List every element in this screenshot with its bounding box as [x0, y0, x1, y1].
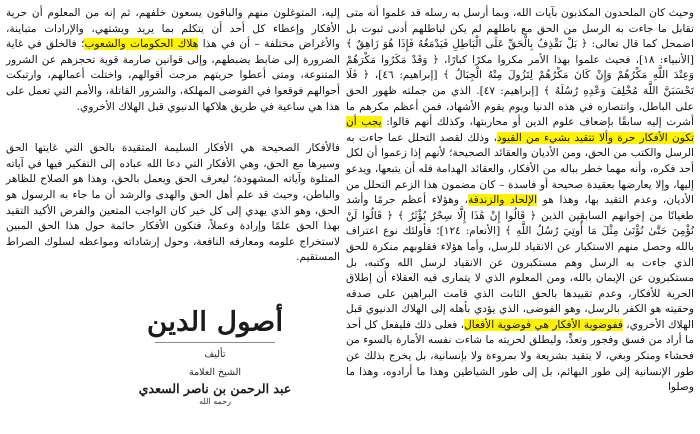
left-paragraph-2: فالأفكار الصحيحة هي الأفكار السليمة المتقيدة بالحق التي غايتها الحق وسيرها مع الحق، وهي الأفكار التي دعا الله عباده إلى التفكير فيها في آياته المتلوة وآياته المشهودة؛ ليعرف الحق ويعمل بالحق، وهذا هو الصلاح للظاهر والباطن، وحيث قد علم أهل الحق والهدى والرشد أن ما جاء به الرسول هو الحق، وهو الذي يهدي إلى كل خير كان الواجب المتعين والفرض الأكيد التقيد بهذا الحق علمًا وإرادة وعملاً، فتكون الأفكار حائمة حول هذا الحق المبين لاستخراج علومه ومعارفه النافعة، وحول إرشاداته ومواعظه لسلوك الصراط المستقيم.: [6, 142, 340, 264]
book-author: عبد الرحمن بن ناصر السعدي: [138, 381, 292, 396]
author-note: رحمه الله: [199, 397, 231, 406]
title-divider: [155, 342, 275, 343]
book-title-block: [90, 305, 340, 425]
highlight-governments: هلاك الحكومات والشعوب: [84, 38, 199, 51]
right-text-part-a: وحيث كان الملحدون المكذبون بآيات الله، وبما أرسل به رسله قد علموا أنه متى تقابل ما جاءت به الرسل من الحق مع باطلهم لم يكن لباطلهم أدنى ثبوت بل اضمحل كما قال تعالى: ﴿ بَلْ نَقْذِفُ بِالْحَقِّ عَلَى الْبَاطِلِ فَيَدْمَغُهُ فَإِذَا هُوَ زَاهِقٌ ﴾ [الأنبياء: ١٨]، فحيث علموا بهذا الأمر مكروا مكرًا كبارًا، ﴿ وَقَدْ مَكَرُوا مَكْرَهُمْ وَعِنْدَ اللَّهِ مَكْرُهُمْ وَإِنْ كَانَ مَكْرُهُمْ لِتَزُولَ مِنْهُ الْجِبَالُ ﴾ [إبراهيم: ٤٦]، ﴿ فَلَا تَحْسَبَنَّ اللَّهَ مُخْلِفَ وَعْدِهِ رُسُلَهُ ﴾ [إبراهيم: ٤٧]. الذي من جملته ظهور الحق على الباطل، وانتصاره في هذه الدنيا ويوم يقوم الأشهاد، فمن أعظم مكرهم ما أشرت إليه سابقًا بإضعاف علوم الدين أو محاربتها، وكذلك أنهم قالوا:: [346, 7, 695, 129]
right-text-part-d: ، فعلى ذلك فليفعل كل أحد ما أراد من فسق وفجور وتعدٍّ، وليطلق لحريته ما شاءت نفسه الأمارة بالسوء من فحشاء ومنكر وبغي، لا يتقيد بشريعة ولا بمروءة ولا بإنسانية، بل يخرج بذلك عن طور الإنسانية إلى طور البهائم، بل إلى طور الشياطين وهذا ما أرادوه، وهذا ما وصلوا: [346, 318, 694, 394]
highlight-atheism: الإلحاد والزندقة: [468, 194, 538, 207]
right-text-part-c: ، وهؤلاء أعظم جرمًا وأشد طغيانًا من إخوانهم السابقين الذين ﴿ قَالُوا إِنْ هَٰذَا إِلَّا سِحْرٌ يُؤْثَرُ ﴾ ﴿ قَالُوا لَنْ نُؤْمِنَ حَتَّىٰ نُؤْتَىٰ مِثْلَ مَا أُوتِيَ رُسُلُ اللَّهِ ﴾ [الأنعام: ١٢٤]؛ فأولئك نوع اعتراف بالله وحصل منهم الاستكبار عن الانقياد للرسل، وأما هؤلاء فقلوبهم منكرة للحق الذي جاءت به الرسل وهم مستكبرون عن الانقياد لرسل الله وكتبه، بل مستكبرون عن الإيمان بالله، ومن المعلوم الذي لا يتمارى فيه العقلاء أن إطلاق الحرية للأفكار، وعدم تقييدها بالحق الثابت الذي قامت البراهين على صدقه وحقيته هو الكفر بالرسل، وهو الفوضى، الذي يؤدي بأهله إلى الهلاك الدنيوي قبل الهلاك الأخروي،: [346, 194, 694, 331]
left-paragraph-1: [6, 6, 340, 115]
highlight-free-thoughts: يجب أن تكون الأفكار حرة وألا تتقيد بشيء من القيود: [346, 116, 694, 144]
highlight-anarchy: ففوضوية الأفكار هي فوضوية الأفعال: [464, 318, 623, 331]
left-text-column: [6, 6, 340, 266]
left-text-part-b: ؛ فالخلق في غاية الضرورة إلى ضابط يضبطهم، وإلى قوانين صارمة قوية تحجزهم عن الشرور المتنوعة، ومتى أعطوا حريتهم مرجت أقوالهم، واختلت أعمالهم، وارتبكت أحوالهم فوقعوا في الفوضى المهلكة، والشرور القاتلة، والأمم التي تعمل على هذا هي ساعية في طريق هلاكها الدنيوي قبل الهلاك الأخروي.: [6, 38, 340, 113]
right-paragraph: [346, 6, 694, 396]
title-subtitle-2: الشيخ العلامة: [189, 367, 241, 378]
right-text-column: [346, 6, 694, 396]
book-title: أصول الدين: [146, 305, 284, 338]
right-text-part-b: ، وذلك لقصد التحلل عما جاءت به الرسل والكتب من الحق، ومن الأديان والعقائد الصحيحة؛ لأنهم إذا زعموا أن لكل أحد فكره، وأنه مهما خطر بباله من الأفكار، والعقائد الهدامة فله أن يتبعها، ويدعو إليها، وإلا يعارضها بعقيدة صحيحة أو فاسدة – كان مضمون هذا الزعم التحلل من الأديان، وعدم التقيد بها، وهذا هو: [346, 131, 694, 207]
title-subtitle-1: تأليف: [204, 349, 226, 360]
left-text-part-a: إليه، المتوغلون منهم والباقون يسعون خلفهم، ثم إنه من المعلوم أن حرية الأفكار وإعطاء كل أحد أن يتكلم بما يريد ويشتهي، والإرادات متباينة، والأغراض مختلفة – أن في هذا: [6, 7, 340, 51]
